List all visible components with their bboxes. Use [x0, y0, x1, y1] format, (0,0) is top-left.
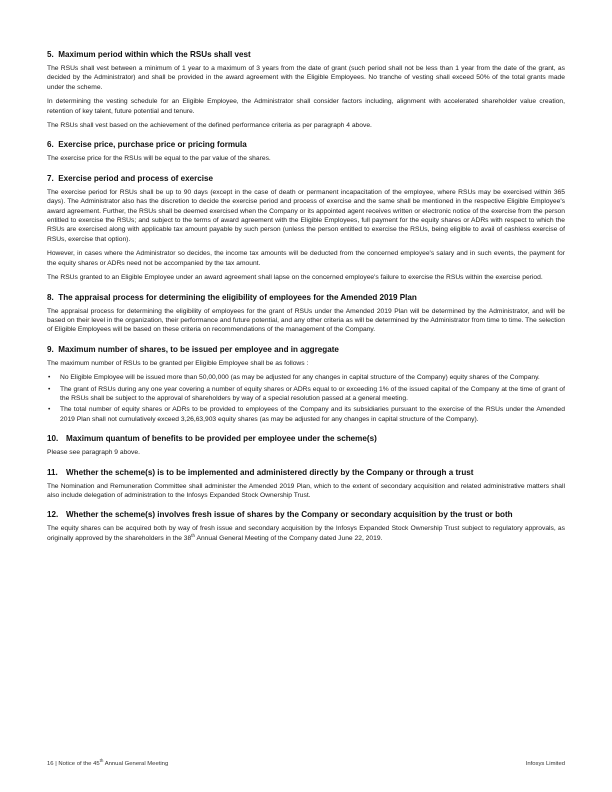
footer-left: 16 | Notice of the 45th Annual General Meeting [47, 758, 169, 767]
section-heading: 7. Exercise period and process of exercise [47, 173, 214, 183]
list-item: • No Eligible Employee will be issued more than 50,00,000 (as may be adjusted for any changes in capital structure of the Company) equity shares of the Company. [47, 373, 565, 382]
paragraph: The Nomination and Remuneration Committee shall administer the Amended 2019 Plan, which to the extent of secondary acquisition and related administrative matters shall also include delegation of administration to the Infosys Expanded Stock Ownership Trust. [47, 482, 565, 499]
section-5 [47, 50, 565, 130]
paragraph: The RSUs shall vest based on the achievement of the defined performance criteria as per paragraph 4 above. [47, 122, 372, 130]
paragraph: In determining the vesting schedule for an Eligible Employee, the Administrator shall consider factors including, alignment with accelerated shareholder value creation, retention of key talent, future potential and tenure. [47, 98, 565, 115]
paragraph: The RSUs shall vest between a minimum of 1 year to a maximum of 3 years from the date of grant (such period shall not be less than 1 year from the date of the grant, as decided by the Administrator) and shall be provided in the award agreement with the Eligible Employees. No tranche of vesting shall exceed 50% of the total grants made under the scheme. [47, 65, 565, 91]
section-7 [47, 174, 565, 283]
paragraph: The exercise price for the RSUs will be equal to the par value of the shares. [47, 155, 271, 163]
paragraph: Please see paragraph 9 above. [47, 449, 140, 457]
paragraph: However, in cases where the Administrator so decides, the income tax amounts will be deducted from the concerned employee's salary and in such events, the payment for the equity shares or ADRs need not be accompanied by the tax amount. [47, 250, 565, 267]
paragraph: The maximum number of RSUs to be granted per Eligible Employee shall be as follows : [47, 359, 309, 367]
section-6 [47, 140, 565, 163]
page-content [47, 50, 565, 553]
section-heading: 12. Whether the scheme(s) involves fresh issue of shares by the Company or secondary acquisition by the trust or both [47, 510, 513, 520]
section-12 [47, 510, 565, 543]
section-heading: 9. Maximum number of shares, to be issued per employee and in aggregate [47, 344, 339, 354]
section-heading: 11. Whether the scheme(s) is to be implemented and administered directly by the Company or through a trust [47, 467, 474, 477]
section-10 [47, 434, 565, 457]
section-8 [47, 293, 565, 335]
section-11 [47, 468, 565, 501]
paragraph: The RSUs granted to an Eligible Employee under an award agreement shall lapse on the concerned employee's failure to exercise the RSUs within the exercise period. [47, 274, 543, 282]
list-item: • The grant of RSUs during any one year covering a number of equity shares or ADRs equal to or exceeding 1% of the issued capital of the Company at the time of grant of the RSUs shall be subject to the approval of shareholders by way of a special resolution passed at a general meeting. [47, 385, 565, 404]
section-heading: 6. Exercise price, purchase price or pricing formula [47, 140, 247, 150]
paragraph: The appraisal process for determining the eligibility of employees for the grant of RSUs under the Amended 2019 Plan will be determined by the Administrator, and will be based on their level in the organization, their performance and future potential, and any other criteria as will be determined by the Administrator from time to time. The selection of Eligible Employees will be based on these criteria on recommendations of the management of the Company. [47, 307, 565, 334]
paragraph: The equity shares can be acquired both by way of fresh issue and secondary acquisition by the Infosys Expanded Stock Ownership Trust subject to regulatory approvals, as originally approved by the shareholders in the 38th Annual General Meeting of the Company dated June 22, 2019. [47, 525, 565, 542]
bullet-list [47, 373, 565, 424]
section-heading: 8. The appraisal process for determining the eligibility of employees for the Amended 2019 Plan [47, 292, 417, 302]
list-item: • The total number of equity shares or ADRs to be provided to employees of the Company and its subsidiaries pursuant to the exercise of the RSUs under the Amended 2019 Plan shall not cumulatively exceed 3,26,63,903 equity shares (as may be adjusted for any changes in capital structure of the Company). [47, 405, 565, 424]
footer-right: Infosys Limited [525, 761, 565, 767]
section-heading: 5. Maximum period within which the RSUs shall vest [47, 50, 251, 59]
paragraph: The exercise period for RSUs shall be up to 90 days (except in the case of death or permanent incapacitation of the employee, where RSUs may be exercised within 365 days). The Administrator also has the discretion to decide the exercise period and process of exercise and the same shall be mentioned in the respective Eligible Employee's award agreement. Further, the RSUs shall be deemed exercised when the Company or its appointed agent receives written or electronic notice of the exercise from the person entitled to exercise the RSUs; and subject to the terms of award agreement with the Eligible Employees, full payment for the equity shares or ADRs with respect to which the RSUs are exercised along with applicable tax amount payable by such person (unless the person entitled to exercise the RSUs, being eligible to avail of cashless exercise of RSUs, exercise that option). [47, 188, 565, 243]
section-heading: 10. Maximum quantum of benefits to be provided per employee under the scheme(s) [47, 434, 377, 444]
page-footer [47, 758, 565, 767]
section-9 [47, 345, 565, 424]
